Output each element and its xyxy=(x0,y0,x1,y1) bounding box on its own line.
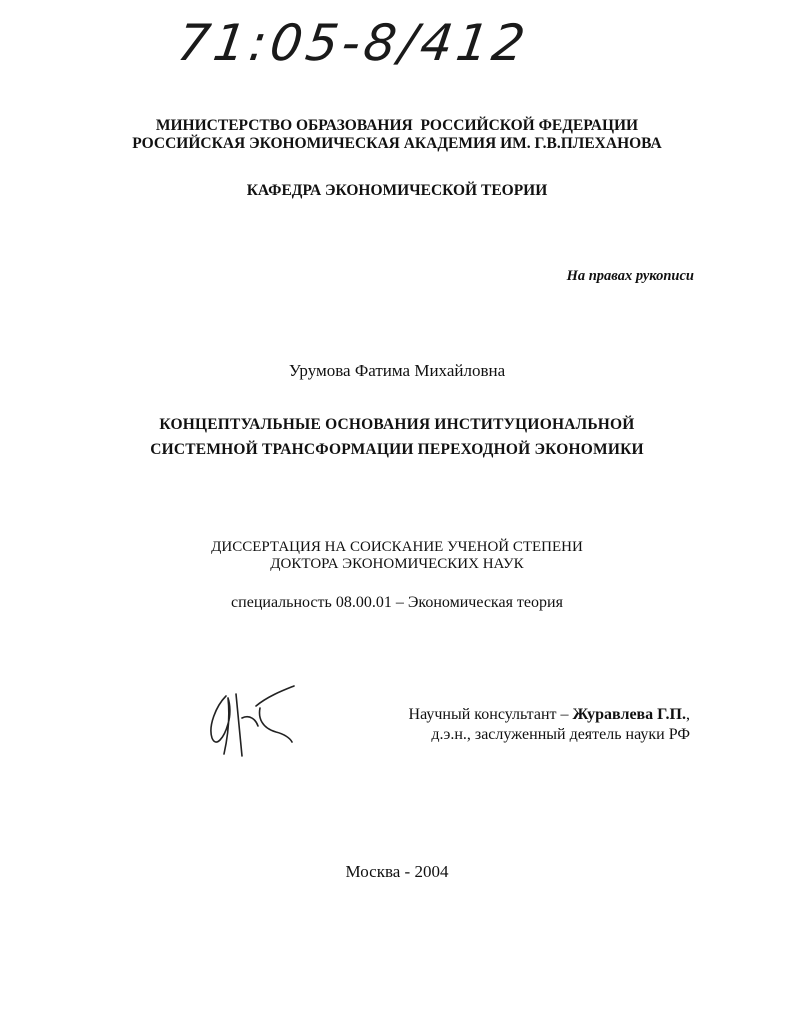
consultant-credentials: д.э.н., заслуженный деятель науки РФ xyxy=(431,726,690,743)
degree-line-2: ДОКТОРА ЭКОНОМИЧЕСКИХ НАУК xyxy=(270,556,524,572)
dissertation-title-line-1: КОНЦЕПТУАЛЬНЫЕ ОСНОВАНИЯ ИНСТИТУЦИОНАЛЬНОЙ xyxy=(159,416,635,433)
ministry-heading: МИНИСТЕРСТВО ОБРАЗОВАНИЯ РОССИЙСКОЙ ФЕДЕРАЦИИ xyxy=(155,117,639,134)
dissertation-title-line-2: СИСТЕМНОЙ ТРАНСФОРМАЦИИ ПЕРЕХОДНОЙ ЭКОНОМИКИ xyxy=(150,441,644,458)
manuscript-rights-note: На правах рукописи xyxy=(566,268,694,284)
consultant-name: Журавлева Г.П. xyxy=(572,706,686,723)
consultant-suffix: , xyxy=(686,706,690,723)
degree-line-1: ДИССЕРТАЦИЯ НА СОИСКАНИЕ УЧЕНОЙ СТЕПЕНИ xyxy=(211,539,583,555)
handwritten-archive-code: 71:05-8/412 xyxy=(173,14,533,72)
signature-image xyxy=(198,676,308,776)
academy-heading: РОССИЙСКАЯ ЭКОНОМИЧЕСКАЯ АКАДЕМИЯ ИМ. Г.В.ПЛЕХАНОВА xyxy=(132,135,662,152)
department-heading: КАФЕДРА ЭКОНОМИЧЕСКОЙ ТЕОРИИ xyxy=(246,182,548,199)
city-and-year: Москва - 2004 xyxy=(345,862,449,881)
scientific-consultant xyxy=(409,706,690,724)
specialty-line: специальность 08.00.01 – Экономическая теория xyxy=(231,594,563,611)
author-name: Урумова Фатима Михайловна xyxy=(288,361,506,380)
consultant-label: Научный консультант – xyxy=(408,706,573,723)
